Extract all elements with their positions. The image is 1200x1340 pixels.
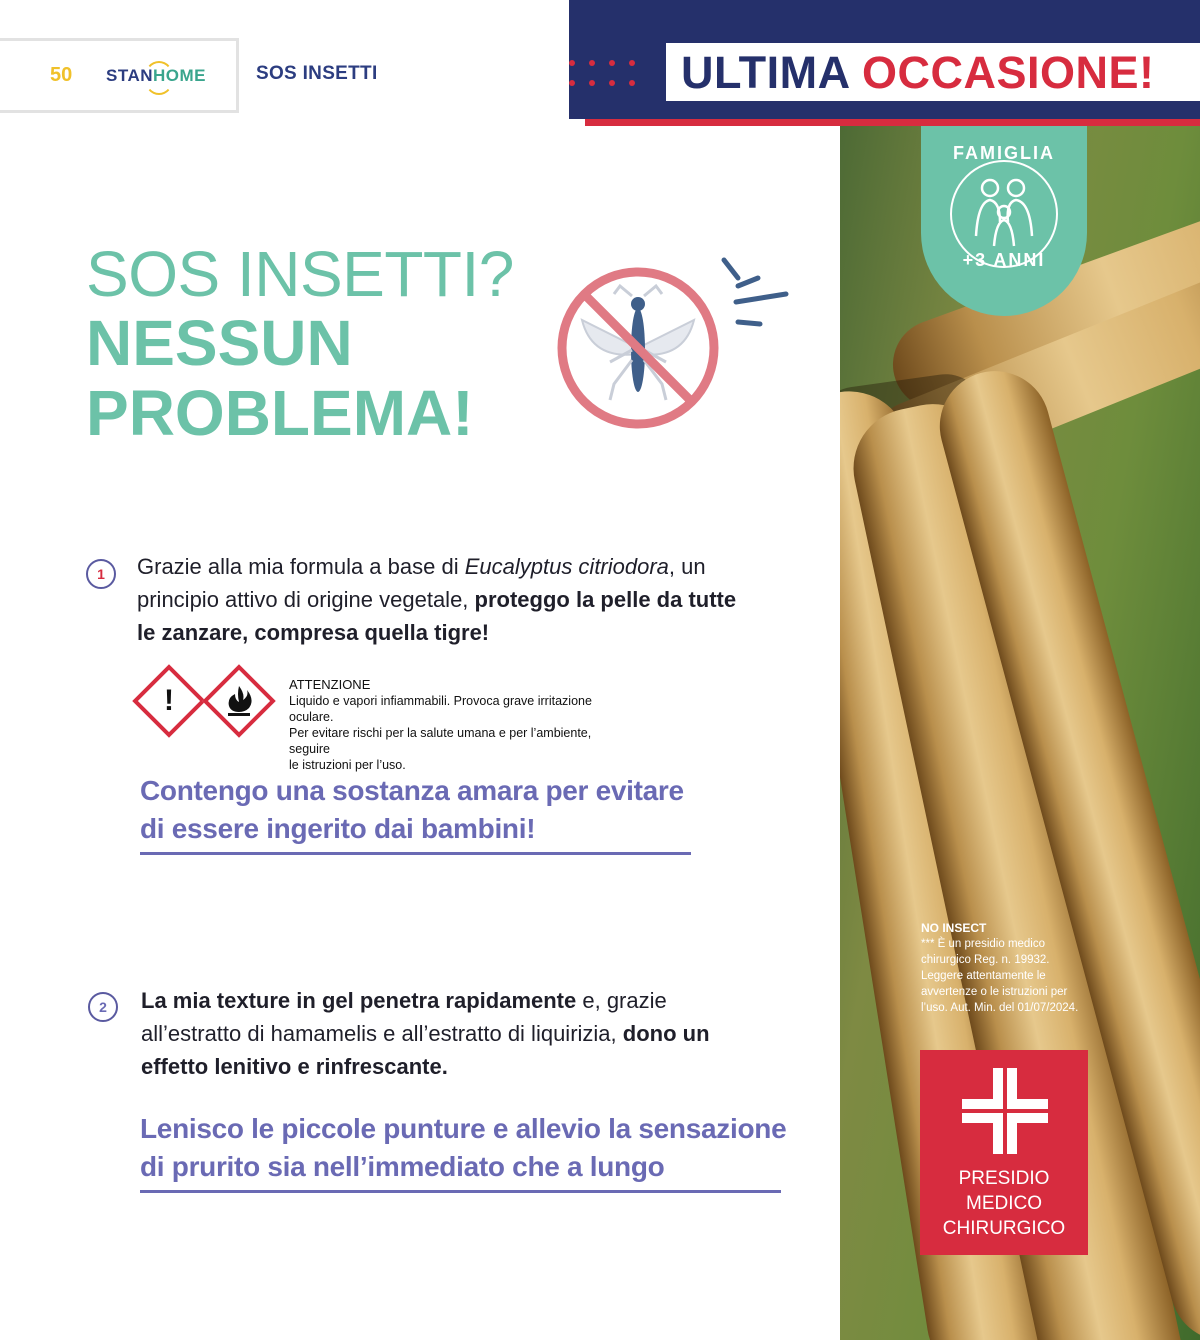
legal-body: *** È un presidio medico chirurgico Reg. n. 19932. Leggere attentamente le avvertenze o le istruzioni per l’uso. Aut. Min. del 01/07/2024. xyxy=(921,938,1079,1014)
point-1-text-italic: Eucalyptus citriodora xyxy=(464,554,669,579)
flame-hazard-icon xyxy=(225,684,253,716)
legal-title: NO INSECT xyxy=(921,921,987,935)
family-badge-bottom-text: +3 ANNI xyxy=(962,250,1046,270)
point-number-2: 2 xyxy=(88,992,118,1022)
point-2-text-a: e, grazie all’estratto di hamamelis e all’estratto di liquirizia, xyxy=(141,988,667,1046)
banner-dots-decoration xyxy=(567,58,647,92)
point-1-text-a: Grazie alla mia formula a base di xyxy=(137,554,465,579)
point-1-text-b: , un principio attivo di origine vegetale, xyxy=(137,554,706,612)
warning-line2: Per evitare rischi per la salute umana e per l’ambiente, seguire xyxy=(289,726,592,756)
callout-1: Contengo una sostanza amara per evitare di essere ingerito dai bambini! xyxy=(140,775,684,844)
pmc-line3: CHIRURGICO xyxy=(942,1218,1066,1239)
logo-text-left: STAN xyxy=(106,66,154,85)
headline-bold xyxy=(86,308,474,448)
point-1-text xyxy=(137,550,757,649)
banner-title-part1: ULTIMA xyxy=(681,47,862,98)
logo-text-right: HOME xyxy=(153,66,207,85)
warning-line3: le istruzioni per l’uso. xyxy=(289,758,406,772)
warning-title: ATTENZIONE xyxy=(289,677,371,692)
point-number-1: 1 xyxy=(86,559,116,589)
pmc-line2: MEDICO xyxy=(966,1193,1042,1214)
point-1-text-bold: proteggo la pelle da tutte le zanzare, compresa quella tigre! xyxy=(137,587,737,645)
point-2-text-bold2: dono un effetto lenitivo e rinfrescante. xyxy=(141,1021,710,1079)
family-badge-top-text: FAMIGLIA xyxy=(953,143,1055,163)
pmc-line1: PRESIDIO xyxy=(958,1168,1050,1189)
point-2-text-bold1: La mia texture in gel penetra rapidamente xyxy=(141,988,577,1013)
banner-title-part2: OCCASIONE! xyxy=(861,47,1155,98)
stanhome-logo xyxy=(106,66,206,86)
headline-line3: PROBLEMA! xyxy=(86,377,474,449)
section-label: SOS INSETTI xyxy=(256,63,378,84)
presidio-medico-label xyxy=(920,1166,1088,1241)
page-number: 50 xyxy=(50,64,73,86)
warning-line1: Liquido e vapori infiammabili. Provoca grave irritazione oculare. xyxy=(289,694,592,724)
exclamation-hazard-icon: ! xyxy=(164,684,174,717)
point-2-text xyxy=(141,984,761,1083)
headline-line2: NESSUN xyxy=(86,307,353,379)
banner-title xyxy=(681,45,1154,101)
callout-1-underline xyxy=(140,852,691,855)
family-icon xyxy=(970,176,1038,252)
warning-text xyxy=(289,677,629,773)
headline-line1: SOS INSETTI? xyxy=(86,238,514,310)
no-mosquito-icon xyxy=(552,250,792,440)
legal-notice xyxy=(921,920,1081,1016)
callout-2: Lenisco le piccole punture e allevio la sensazione di prurito sia nell’immediato che a lungo xyxy=(140,1113,787,1182)
medical-cross-icon xyxy=(960,1066,1050,1156)
callout-2-underline xyxy=(140,1190,781,1193)
banner-red-stripe xyxy=(585,119,1200,126)
